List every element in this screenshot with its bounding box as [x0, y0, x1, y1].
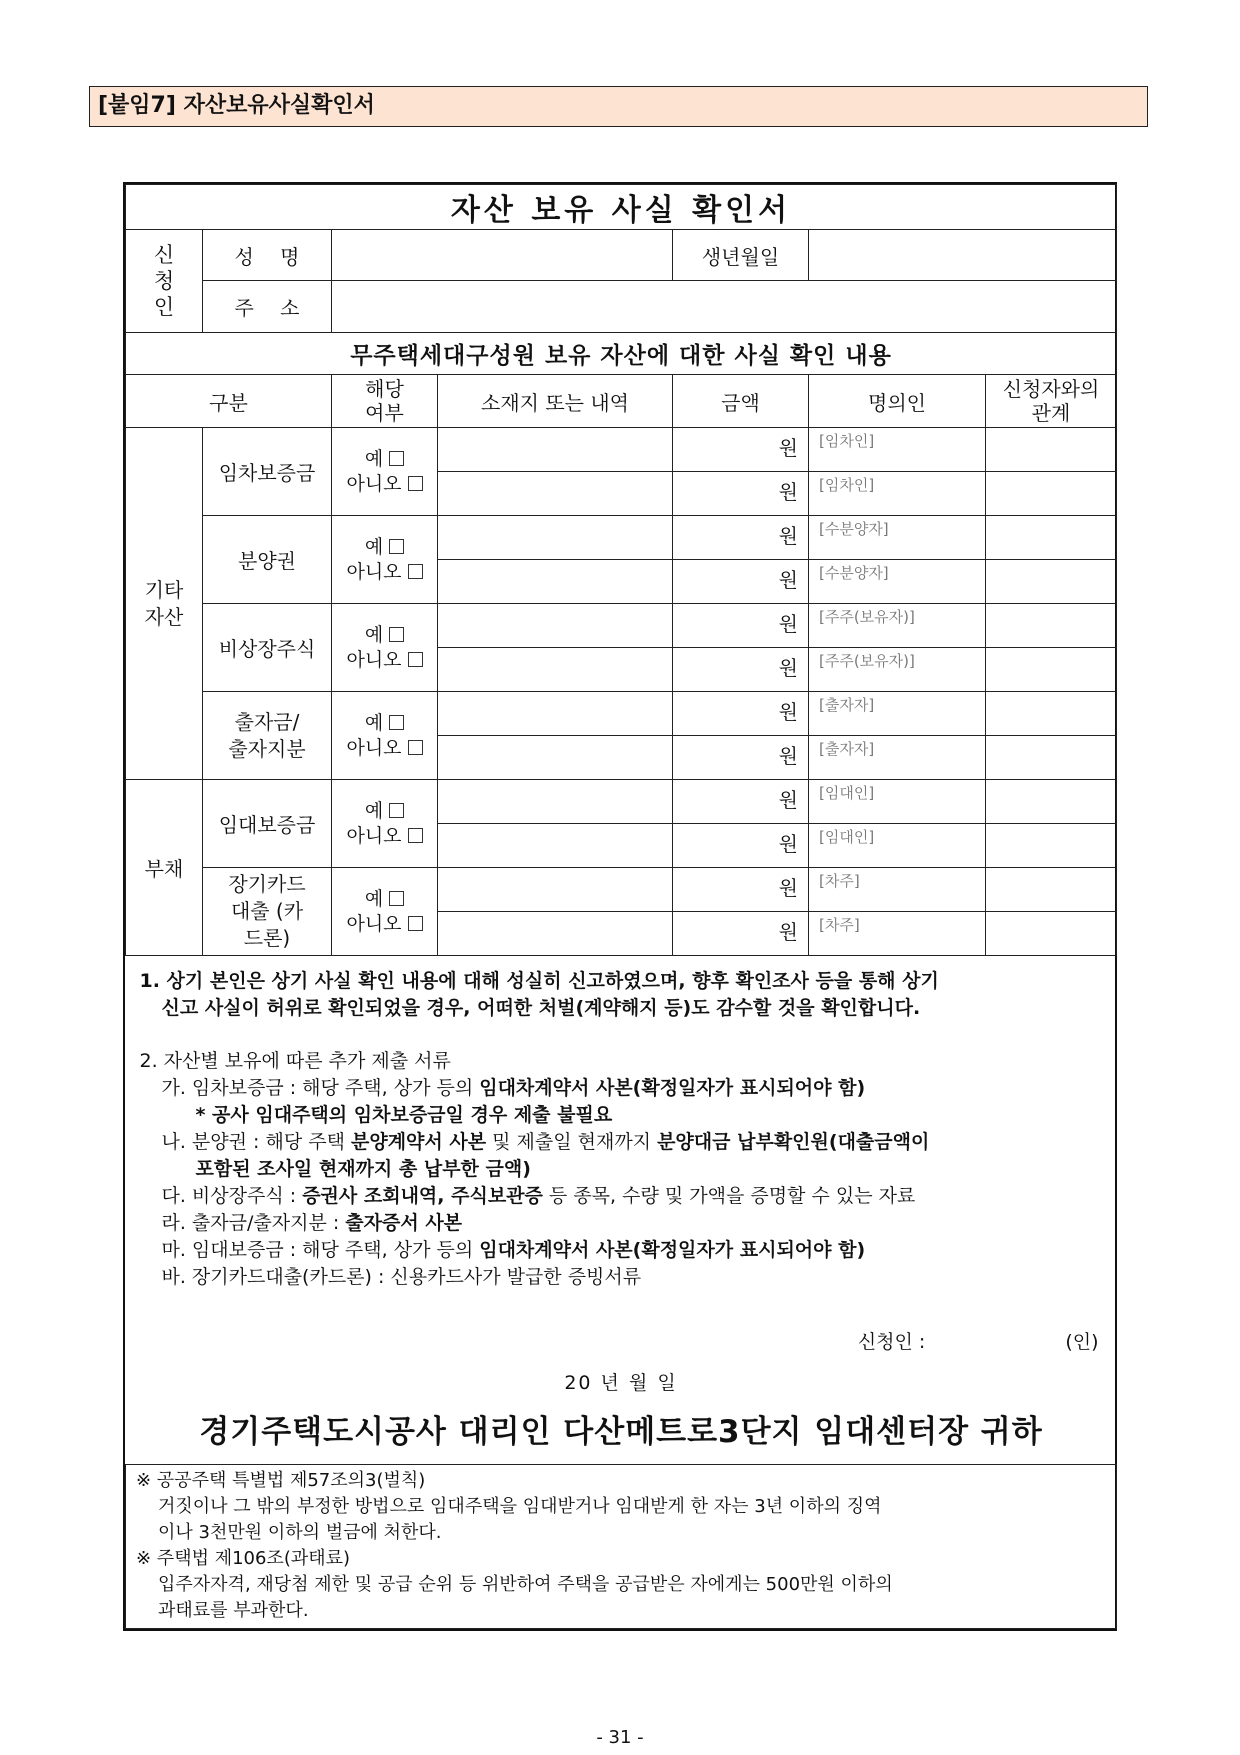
header-holder: 명의인 — [809, 375, 986, 428]
date-line[interactable]: 20 년 월 일 — [564, 1372, 678, 1394]
yes-no-choice[interactable]: 예 아니오 — [332, 780, 438, 868]
relation-field[interactable] — [986, 648, 1117, 692]
yes-checkbox[interactable] — [389, 627, 404, 642]
amount-field[interactable]: 원 — [673, 912, 809, 956]
note-ga: 가. 임차보증금 : 해당 주택, 상가 등의 임대차계약서 사본(확정일자가 표시되어야 함) — [161, 1077, 866, 1099]
page-number: - 31 - — [596, 1727, 644, 1748]
note-ma: 마. 임대보증금 : 해당 주택, 상가 등의 임대차계약서 사본(확정일자가 표시되어야 함) — [161, 1239, 866, 1261]
detail-field[interactable] — [438, 560, 673, 604]
amount-field[interactable]: 원 — [673, 736, 809, 780]
yes-checkbox[interactable] — [389, 891, 404, 906]
detail-field[interactable] — [438, 472, 673, 516]
note-ga-remark: * 공사 임대주택의 임차보증금일 경우 제출 불필요 — [195, 1104, 613, 1126]
legal-2-body-2: 과태료를 부과한다. — [158, 1600, 309, 1621]
legal-notice — [126, 1465, 1117, 1629]
holder-field[interactable]: [차주] — [809, 912, 986, 956]
detail-field[interactable] — [438, 780, 673, 824]
yes-checkbox[interactable] — [389, 715, 404, 730]
detail-field[interactable] — [438, 736, 673, 780]
address-field[interactable] — [332, 281, 1117, 333]
note-ba: 바. 장기카드대출(카드론) : 신용카드사가 발급한 증빙서류 — [161, 1266, 642, 1288]
name-field[interactable] — [332, 230, 673, 281]
note-ra: 라. 출자금/출자지분 : 출자증서 사본 — [161, 1212, 463, 1234]
yes-no-choice[interactable]: 예 아니오 — [332, 604, 438, 692]
detail-field[interactable] — [438, 912, 673, 956]
no-checkbox[interactable] — [408, 828, 423, 843]
item-label: 출자금/ 출자지분 — [203, 692, 332, 780]
legal-1-body-1: 거짓이나 그 밖의 부정한 방법으로 임대주택을 임대받거나 임대받게 한 자는 3년 이하의 징역 — [158, 1496, 882, 1517]
amount-field[interactable]: 원 — [673, 560, 809, 604]
amount-field[interactable]: 원 — [673, 692, 809, 736]
holder-field[interactable]: [출자자] — [809, 736, 986, 780]
header-applicable: 해당 여부 — [332, 375, 438, 428]
yes-checkbox[interactable] — [389, 539, 404, 554]
relation-field[interactable] — [986, 736, 1117, 780]
attachment-label: [붙임7] 자산보유사실확인서 — [89, 86, 1148, 127]
detail-field[interactable] — [438, 692, 673, 736]
header-amount: 금액 — [673, 375, 809, 428]
holder-field[interactable]: [임대인] — [809, 824, 986, 868]
holder-field[interactable]: [출자자] — [809, 692, 986, 736]
note-1-line-2: 신고 사실이 허위로 확인되었을 경우, 어떠한 처벌(계약해지 등)도 감수할 것을 확인합니다. — [161, 997, 921, 1019]
holder-field[interactable]: [수분양자] — [809, 516, 986, 560]
amount-field[interactable]: 원 — [673, 428, 809, 472]
address-label: 주 소 — [203, 281, 332, 333]
form-table — [125, 184, 1117, 1629]
relation-field[interactable] — [986, 868, 1117, 912]
legal-2-body-1: 입주자자격, 재당첨 제한 및 공급 순위 등 위반하여 주택을 공급받은 자에게는 500만원 이하의 — [158, 1574, 893, 1595]
yes-no-choice[interactable]: 예 아니오 — [332, 516, 438, 604]
yes-checkbox[interactable] — [389, 803, 404, 818]
amount-field[interactable]: 원 — [673, 604, 809, 648]
item-label: 임대보증금 — [203, 780, 332, 868]
recipient-office: 경기주택도시공사 대리인 다산메트로3단지 임대센터장 귀하 — [199, 1414, 1043, 1450]
header-relation: 신청자와의 관계 — [986, 375, 1117, 428]
note-da: 다. 비상장주식 : 증권사 조회내역, 주식보관증 등 종목, 수량 및 가액을 증명할 수 있는 자료 — [161, 1185, 916, 1207]
no-checkbox[interactable] — [408, 916, 423, 931]
name-label: 성 명 — [203, 230, 332, 281]
relation-field[interactable] — [986, 560, 1117, 604]
no-checkbox[interactable] — [408, 740, 423, 755]
amount-field[interactable]: 원 — [673, 472, 809, 516]
amount-field[interactable]: 원 — [673, 868, 809, 912]
signature-line[interactable]: 신청인 : (인) — [857, 1331, 1099, 1353]
holder-field[interactable]: [임대인] — [809, 780, 986, 824]
relation-field[interactable] — [986, 516, 1117, 560]
item-label: 임차보증금 — [203, 428, 332, 516]
relation-field[interactable] — [986, 604, 1117, 648]
detail-field[interactable] — [438, 516, 673, 560]
holder-field[interactable]: [주주(보유자)] — [809, 604, 986, 648]
group-liabilities: 부채 — [126, 780, 203, 956]
holder-field[interactable]: [차주] — [809, 868, 986, 912]
amount-field[interactable]: 원 — [673, 648, 809, 692]
yes-no-choice[interactable]: 예 아니오 — [332, 428, 438, 516]
yes-no-choice[interactable]: 예 아니오 — [332, 692, 438, 780]
amount-field[interactable]: 원 — [673, 824, 809, 868]
item-label: 분양권 — [203, 516, 332, 604]
legal-2-title: ※ 주택법 제106조(과태료) — [136, 1548, 351, 1569]
form-title: 자산 보유 사실 확인서 — [126, 185, 1117, 230]
note-na: 나. 분양권 : 해당 주택 분양계약서 사본 및 제출일 현재까지 분양대금 납부확인원(대출금액이 — [161, 1131, 930, 1153]
yes-checkbox[interactable] — [389, 451, 404, 466]
legal-1-body-2: 이나 3천만원 이하의 벌금에 처한다. — [158, 1522, 442, 1543]
birth-field[interactable] — [809, 230, 1117, 281]
notes-section — [126, 956, 1117, 1465]
item-label: 비상장주식 — [203, 604, 332, 692]
legal-1-title: ※ 공공주택 특별법 제57조의3(벌칙) — [136, 1470, 426, 1491]
note-2-title: 2. 자산별 보유에 따른 추가 제출 서류 — [139, 1050, 451, 1072]
amount-field[interactable]: 원 — [673, 516, 809, 560]
asset-confirmation-form — [123, 182, 1117, 1631]
relation-field[interactable] — [986, 912, 1117, 956]
amount-field[interactable]: 원 — [673, 780, 809, 824]
relation-field[interactable] — [986, 780, 1117, 824]
header-detail: 소재지 또는 내역 — [438, 375, 673, 428]
detail-field[interactable] — [438, 648, 673, 692]
no-checkbox[interactable] — [408, 476, 423, 491]
birth-label: 생년월일 — [673, 230, 809, 281]
holder-field[interactable]: [수분양자] — [809, 560, 986, 604]
seal-mark: (인) — [1065, 1331, 1099, 1353]
relation-field[interactable] — [986, 472, 1117, 516]
relation-field[interactable] — [986, 824, 1117, 868]
section-title: 무주택세대구성원 보유 자산에 대한 사실 확인 내용 — [126, 333, 1117, 375]
header-category: 구분 — [126, 375, 332, 428]
holder-field[interactable]: [임차인] — [809, 472, 986, 516]
group-other-assets: 기타 자산 — [126, 428, 203, 780]
no-checkbox[interactable] — [408, 564, 423, 579]
relation-field[interactable] — [986, 692, 1117, 736]
yes-no-choice[interactable]: 예 아니오 — [332, 868, 438, 956]
holder-field[interactable]: [주주(보유자)] — [809, 648, 986, 692]
detail-field[interactable] — [438, 604, 673, 648]
relation-field[interactable] — [986, 428, 1117, 472]
note-1-line-1: 1. 상기 본인은 상기 사실 확인 내용에 대해 성실히 신고하였으며, 향후 확인조사 등을 통해 상기 — [139, 970, 939, 992]
holder-field[interactable]: [임차인] — [809, 428, 986, 472]
no-checkbox[interactable] — [408, 652, 423, 667]
applicant-group-label: 신 청 인 — [126, 230, 203, 333]
item-label: 장기카드 대출 (카드론) — [203, 868, 332, 956]
detail-field[interactable] — [438, 868, 673, 912]
note-na-cont: 포함된 조사일 현재까지 총 납부한 금액) — [195, 1158, 531, 1180]
detail-field[interactable] — [438, 824, 673, 868]
detail-field[interactable] — [438, 428, 673, 472]
